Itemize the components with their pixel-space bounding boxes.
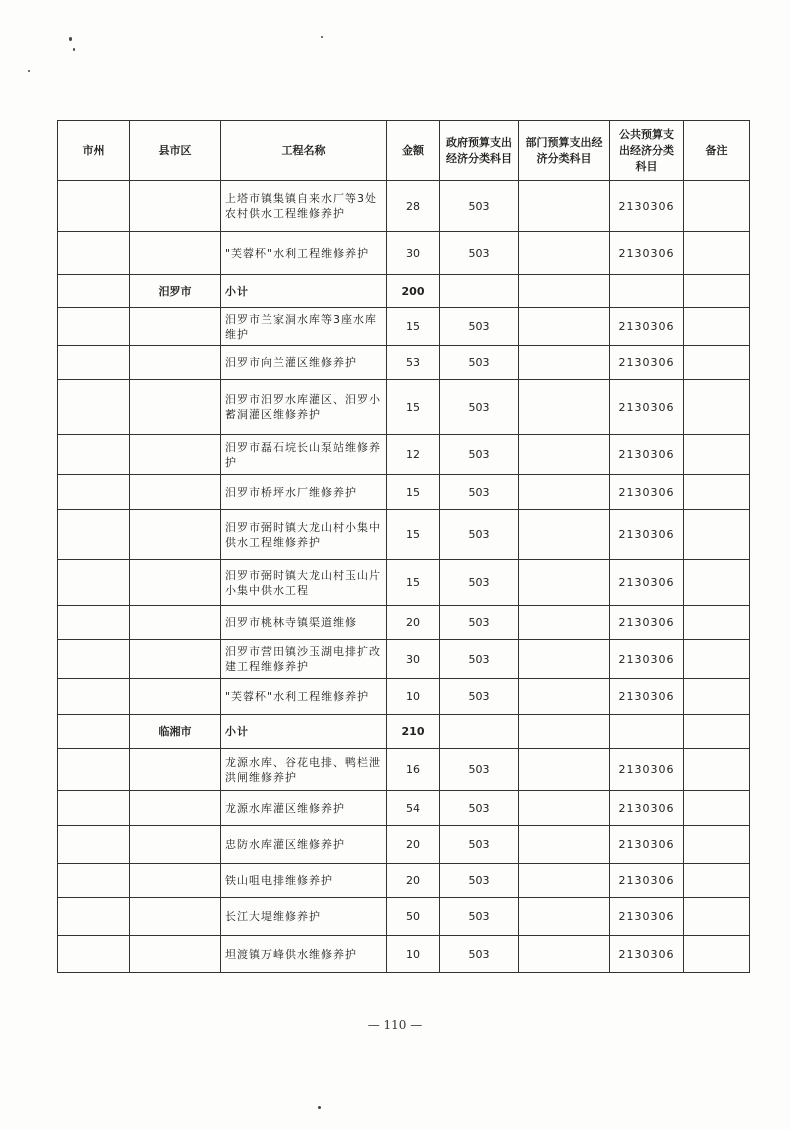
cell-city [58,232,130,275]
cell-gov-budget-subject: 503 [440,380,519,435]
cell-city [58,380,130,435]
cell-remarks [684,936,750,973]
cell-dept-budget-subject [519,308,610,346]
cell-amount: 15 [387,380,440,435]
cell-remarks [684,826,750,864]
cell-project-name: 汨罗市桃林寺镇渠道维修 [221,606,387,640]
cell-remarks [684,475,750,510]
cell-county [130,864,221,898]
cell-project-name: "芙蓉杯"水利工程维修养护 [221,232,387,275]
cell-remarks [684,791,750,826]
cell-dept-budget-subject [519,435,610,475]
cell-gov-budget-subject: 503 [440,679,519,715]
header-county: 县市区 [130,121,221,181]
table-row [58,510,750,560]
cell-dept-budget-subject [519,510,610,560]
cell-dept-budget-subject [519,232,610,275]
cell-public-budget-subject [610,275,684,308]
cell-dept-budget-subject [519,791,610,826]
cell-city [58,826,130,864]
cell-project-name: 龙源水库灌区维修养护 [221,791,387,826]
cell-dept-budget-subject [519,640,610,679]
cell-county [130,936,221,973]
table-row [58,380,750,435]
cell-county: 临湘市 [130,715,221,749]
cell-gov-budget-subject: 503 [440,640,519,679]
cell-public-budget-subject [610,715,684,749]
cell-city [58,715,130,749]
cell-public-budget-subject: 2130306 [610,560,684,606]
cell-project-name: 小计 [221,275,387,308]
cell-county [130,606,221,640]
cell-gov-budget-subject [440,715,519,749]
cell-amount: 12 [387,435,440,475]
cell-dept-budget-subject [519,475,610,510]
header-gov-budget-subject: 政府预算支出经济分类科目 [440,121,519,181]
cell-dept-budget-subject [519,864,610,898]
cell-gov-budget-subject: 503 [440,749,519,791]
cell-dept-budget-subject [519,560,610,606]
cell-project-name: 龙源水库、谷花电排、鸭栏泄洪闸维修养护 [221,749,387,791]
cell-project-name: 坦渡镇万峰供水维修养护 [221,936,387,973]
cell-city [58,749,130,791]
cell-county [130,749,221,791]
cell-amount: 30 [387,232,440,275]
cell-remarks [684,560,750,606]
cell-dept-budget-subject [519,715,610,749]
cell-amount: 20 [387,826,440,864]
table-row [58,898,750,936]
cell-county [130,346,221,380]
cell-dept-budget-subject [519,826,610,864]
cell-dept-budget-subject [519,749,610,791]
cell-county [130,308,221,346]
header-amount: 金额 [387,121,440,181]
cell-public-budget-subject: 2130306 [610,749,684,791]
cell-remarks [684,510,750,560]
cell-county [130,679,221,715]
cell-project-name: 忠防水库灌区维修养护 [221,826,387,864]
cell-dept-budget-subject [519,346,610,380]
cell-gov-budget-subject: 503 [440,435,519,475]
cell-public-budget-subject: 2130306 [610,181,684,232]
cell-county [130,560,221,606]
cell-public-budget-subject: 2130306 [610,232,684,275]
table-row [58,560,750,606]
cell-county [130,475,221,510]
cell-project-name: 汨罗市磊石垸长山泵站维修养护 [221,435,387,475]
cell-remarks [684,898,750,936]
cell-county [130,380,221,435]
cell-remarks [684,380,750,435]
table-row [58,232,750,275]
table-row [58,826,750,864]
table-row [58,640,750,679]
cell-remarks [684,864,750,898]
cell-city [58,435,130,475]
cell-gov-budget-subject: 503 [440,510,519,560]
header-public-budget-subject: 公共预算支出经济分类科目 [610,121,684,181]
cell-project-name: 长江大堤维修养护 [221,898,387,936]
cell-project-name: "芙蓉杯"水利工程维修养护 [221,679,387,715]
cell-dept-budget-subject [519,936,610,973]
budget-table [57,120,750,973]
table-row [58,936,750,973]
cell-county [130,435,221,475]
cell-remarks [684,232,750,275]
cell-remarks [684,346,750,380]
cell-gov-budget-subject: 503 [440,346,519,380]
cell-remarks [684,679,750,715]
header-remarks: 备注 [684,121,750,181]
cell-project-name: 汨罗市桥坪水厂维修养护 [221,475,387,510]
table-row [58,435,750,475]
table-row [58,346,750,380]
cell-county [130,898,221,936]
cell-remarks [684,606,750,640]
cell-county [130,791,221,826]
cell-amount: 10 [387,936,440,973]
cell-project-name: 汨罗市弼时镇大龙山村小集中供水工程维修养护 [221,510,387,560]
table-row [58,749,750,791]
table-row [58,864,750,898]
cell-gov-budget-subject: 503 [440,308,519,346]
cell-public-budget-subject: 2130306 [610,640,684,679]
cell-city [58,275,130,308]
cell-gov-budget-subject [440,275,519,308]
table-row [58,679,750,715]
cell-city [58,181,130,232]
scan-speck [73,48,75,51]
cell-dept-budget-subject [519,606,610,640]
cell-amount: 50 [387,898,440,936]
cell-public-budget-subject: 2130306 [610,826,684,864]
cell-gov-budget-subject: 503 [440,791,519,826]
cell-amount: 53 [387,346,440,380]
table-row [58,475,750,510]
cell-remarks [684,308,750,346]
table-row [58,715,750,749]
scan-speck [69,37,72,41]
cell-gov-budget-subject: 503 [440,181,519,232]
header-project-name: 工程名称 [221,121,387,181]
cell-amount: 15 [387,475,440,510]
cell-city [58,346,130,380]
cell-amount: 15 [387,510,440,560]
cell-amount: 10 [387,679,440,715]
cell-dept-budget-subject [519,679,610,715]
cell-county [130,232,221,275]
cell-amount: 28 [387,181,440,232]
cell-project-name: 汨罗市兰家洞水库等3座水库维护 [221,308,387,346]
cell-city [58,606,130,640]
page-number: — 110 — [367,1018,423,1032]
cell-city [58,308,130,346]
cell-public-budget-subject: 2130306 [610,308,684,346]
table-row [58,791,750,826]
cell-amount: 16 [387,749,440,791]
scan-speck [321,36,323,38]
cell-amount: 200 [387,275,440,308]
cell-gov-budget-subject: 503 [440,936,519,973]
table-row [58,308,750,346]
cell-amount: 15 [387,308,440,346]
cell-public-budget-subject: 2130306 [610,510,684,560]
table-body [58,181,750,973]
cell-city [58,475,130,510]
scan-speck [318,1106,321,1109]
cell-gov-budget-subject: 503 [440,826,519,864]
cell-project-name: 上塔市镇集镇自来水厂等3处农村供水工程维修养护 [221,181,387,232]
table-row [58,275,750,308]
table-header-row [58,121,750,181]
cell-remarks [684,435,750,475]
cell-city [58,791,130,826]
cell-project-name: 汨罗市向兰灌区维修养护 [221,346,387,380]
cell-public-budget-subject: 2130306 [610,864,684,898]
cell-project-name: 汨罗市营田镇沙玉湖电排扩改建工程维修养护 [221,640,387,679]
cell-county [130,181,221,232]
header-dept-budget-subject: 部门预算支出经济分类科目 [519,121,610,181]
header-city: 市州 [58,121,130,181]
cell-gov-budget-subject: 503 [440,898,519,936]
cell-gov-budget-subject: 503 [440,864,519,898]
cell-gov-budget-subject: 503 [440,475,519,510]
scan-speck [28,70,30,72]
cell-public-budget-subject: 2130306 [610,346,684,380]
cell-remarks [684,749,750,791]
cell-public-budget-subject: 2130306 [610,380,684,435]
cell-project-name: 小计 [221,715,387,749]
cell-public-budget-subject: 2130306 [610,435,684,475]
cell-amount: 20 [387,606,440,640]
cell-county [130,510,221,560]
cell-city [58,936,130,973]
cell-gov-budget-subject: 503 [440,232,519,275]
cell-dept-budget-subject [519,275,610,308]
cell-gov-budget-subject: 503 [440,606,519,640]
cell-amount: 20 [387,864,440,898]
cell-public-budget-subject: 2130306 [610,791,684,826]
cell-public-budget-subject: 2130306 [610,898,684,936]
cell-city [58,640,130,679]
table-row [58,606,750,640]
cell-project-name: 汨罗市汨罗水库灌区、汨罗小蓄洞灌区维修养护 [221,380,387,435]
cell-public-budget-subject: 2130306 [610,936,684,973]
cell-project-name: 铁山咀电排维修养护 [221,864,387,898]
cell-remarks [684,181,750,232]
cell-project-name: 汨罗市弼时镇大龙山村玉山片小集中供水工程 [221,560,387,606]
cell-gov-budget-subject: 503 [440,560,519,606]
cell-county [130,640,221,679]
cell-dept-budget-subject [519,380,610,435]
cell-remarks [684,275,750,308]
cell-amount: 210 [387,715,440,749]
cell-city [58,898,130,936]
cell-city [58,679,130,715]
cell-county: 汨罗市 [130,275,221,308]
cell-amount: 30 [387,640,440,679]
cell-county [130,826,221,864]
cell-city [58,560,130,606]
cell-public-budget-subject: 2130306 [610,475,684,510]
cell-amount: 15 [387,560,440,606]
table-row [58,181,750,232]
cell-dept-budget-subject [519,181,610,232]
cell-public-budget-subject: 2130306 [610,606,684,640]
cell-public-budget-subject: 2130306 [610,679,684,715]
cell-remarks [684,715,750,749]
cell-dept-budget-subject [519,898,610,936]
cell-city [58,864,130,898]
cell-city [58,510,130,560]
cell-remarks [684,640,750,679]
cell-amount: 54 [387,791,440,826]
